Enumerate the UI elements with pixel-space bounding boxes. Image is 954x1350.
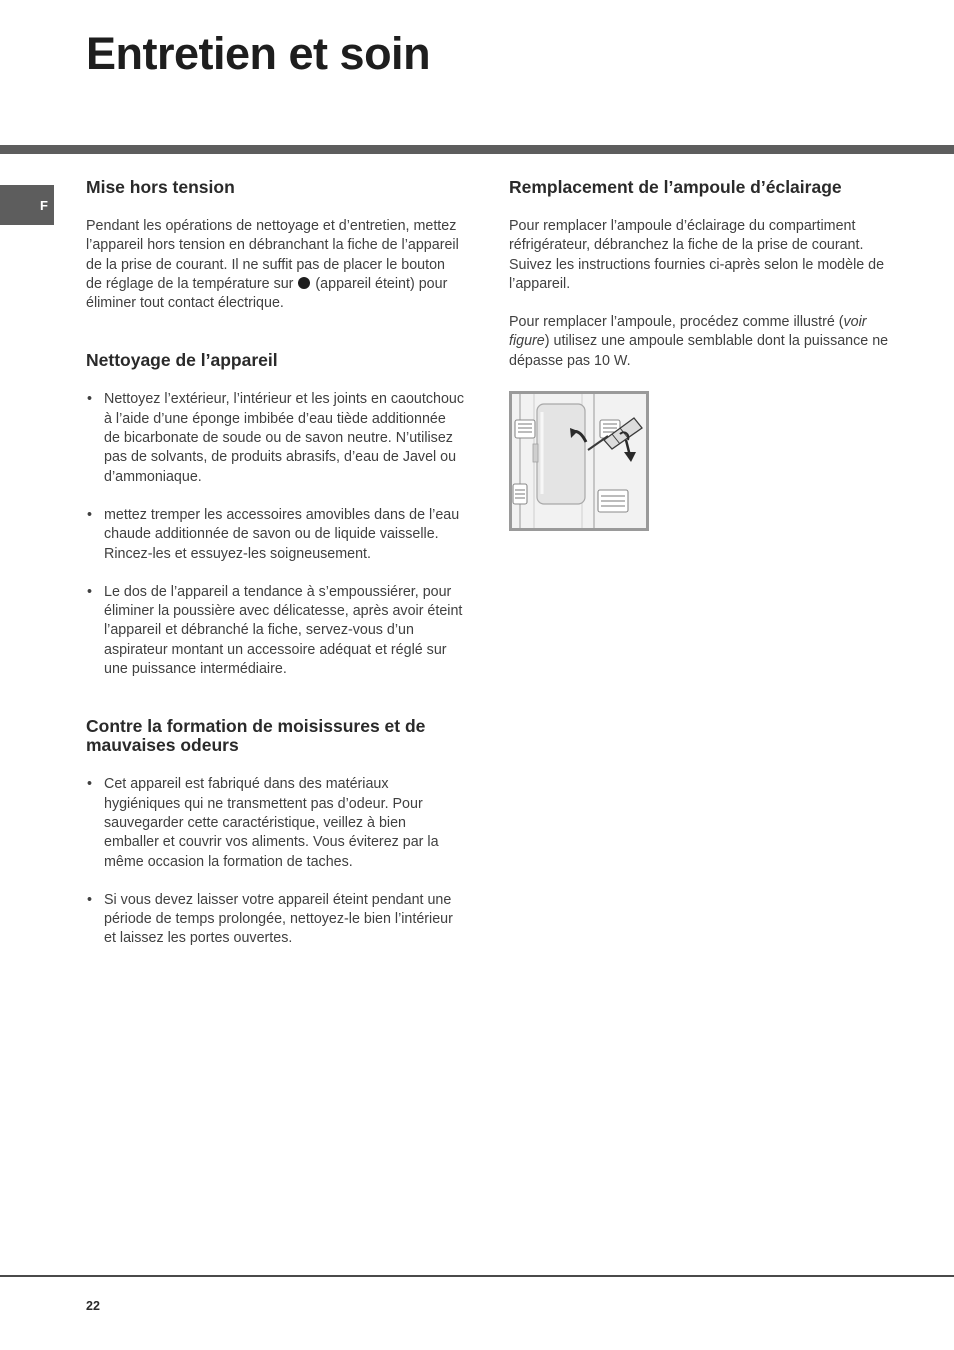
power-off-text-after: (appareil éteint) pour éliminer tout contact électrique. — [86, 275, 448, 312]
figure-reference: voir figure — [509, 314, 867, 350]
section-bulb-replacement — [509, 178, 893, 531]
section-cleaning — [86, 351, 464, 679]
bulb-text-before: Pour remplacer l’ampoule, procédez comme illustré ( — [509, 314, 844, 331]
footer-rule — [0, 1275, 954, 1277]
bulb-cover-illustration — [512, 394, 646, 528]
list-item: • Nettoyez l’extérieur, l’intérieur et les joints en caoutchouc à l’aide d’une éponge imbibée d’eau tiède additionnée de bicarbonate de soude ou de savon neutre. N’utilisez pas de solvants, de produits abrasifs, d’eau de Javel ou d’ammoniaque. — [86, 390, 464, 486]
right-column — [509, 178, 893, 531]
list-item: • Si vous devez laisser votre appareil éteint pendant une période de temps prolongée, nettoyez-le bien l’intérieur et laissez les portes ouvertes. — [86, 891, 464, 949]
page-title: Entretien et soin — [86, 28, 431, 79]
page-number: 22 — [86, 1299, 100, 1313]
mould-list — [86, 775, 464, 948]
section-power-off — [86, 178, 464, 313]
cleaning-list — [86, 390, 464, 679]
section-heading-bulb: Remplacement de l’ampoule d’éclairage — [509, 177, 842, 197]
header-rule — [0, 145, 954, 154]
list-item: • Cet appareil est fabriqué dans des matériaux hygiéniques qui ne transmettent pas d’odeur. Pour sauvegarder cette caractéristique, veillez à bien emballer et couvrir vos aliments. Vous éviterez par la même occasion la formation de taches. — [86, 775, 464, 871]
section-mould — [86, 717, 464, 948]
bulb-text-after: ) utilisez une ampoule semblable dont la puissance ne dépasse pas 10 W. — [509, 333, 889, 369]
power-off-paragraph — [86, 217, 464, 313]
power-off-text-before: Pendant les opérations de nettoyage et d’entretien, mettez l’appareil hors tension en débranchant la fiche de l’appareil de la prise de courant. Il ne suffit pas de placer le bouton de réglage de la température sur — [86, 218, 459, 292]
section-heading-cleaning: Nettoyage de l’appareil — [86, 350, 278, 371]
off-position-dot-icon — [298, 277, 310, 289]
section-heading-power-off: Mise hors tension — [86, 177, 235, 197]
bulb-replacement-figure — [509, 391, 649, 531]
list-item: • mettez tremper les accessoires amovibles dans de l’eau chaude additionnée de savon ou de liquide vaisselle. Rincez-les et essuyez-les soigneusement. — [86, 506, 464, 564]
bulb-paragraph-1: Pour remplacer l’ampoule d’éclairage du compartiment réfrigérateur, débranchez la fiche de la prise de courant. Suivez les instructions fournies ci-après selon le modèle de l’appareil. — [509, 218, 885, 292]
left-column — [86, 178, 464, 949]
section-heading-mould: Contre la formation de moisissures et de mauvaises odeurs — [86, 716, 426, 756]
bulb-paragraph-2 — [509, 313, 893, 371]
list-item: • Le dos de l’appareil a tendance à s’empoussiérer, pour éliminer la poussière avec délicatesse, après avoir éteint l’appareil et débranché la fiche, servez-vous d’un aspirateur montant un accessoire adéquat et réglé sur une puissance intermédiaire. — [86, 583, 464, 679]
language-tab: F — [0, 185, 54, 225]
